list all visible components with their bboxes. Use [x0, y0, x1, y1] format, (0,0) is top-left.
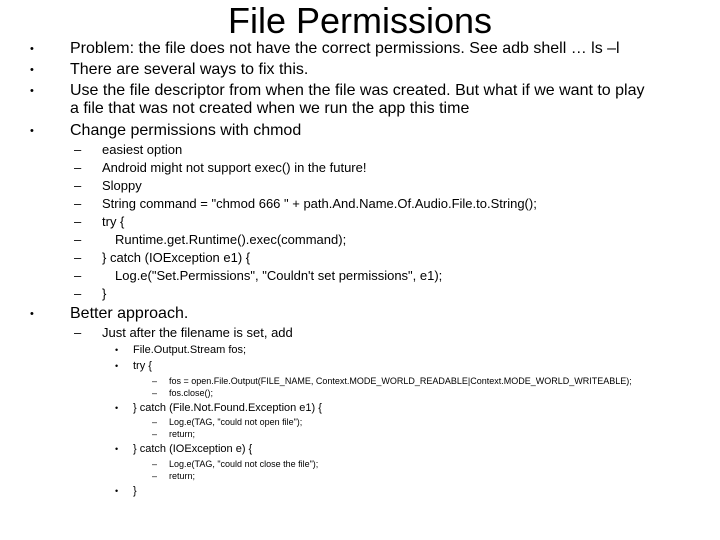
dash-marker: –	[74, 214, 82, 229]
sub-item: Android might not support exec() in the future!	[102, 160, 367, 175]
code-line: fos = open.File.Output(FILE_NAME, Context.MODE_WORLD_READABLE|Context.MODE_WORLD_WRITEABLE);	[169, 376, 632, 386]
dash-marker: –	[74, 142, 82, 157]
dash-marker: –	[74, 178, 82, 193]
code-line: return;	[169, 429, 196, 439]
bullet-marker: •	[30, 64, 34, 76]
bullet-text: Change permissions with chmod	[70, 122, 302, 139]
bullet-marker: •	[30, 308, 34, 320]
code-line: Log.e(TAG, "could not close the file");	[169, 459, 319, 469]
code-line: }	[133, 485, 137, 497]
small-bullet-marker: •	[115, 403, 119, 413]
code-line: Log.e(TAG, "could not open file");	[169, 417, 303, 427]
code-line: }	[102, 286, 107, 301]
bullet-text-continuation: a file that was not created when we run the app this time	[70, 100, 470, 117]
slide-title: File Permissions	[227, 0, 493, 41]
code-line: } catch (IOException e1) {	[102, 250, 251, 265]
bullet-marker: •	[30, 43, 34, 55]
dash-marker: –	[152, 376, 158, 386]
code-line: Runtime.get.Runtime().exec(command);	[115, 232, 347, 247]
small-bullet-marker: •	[115, 345, 119, 355]
bullet-text: Problem: the file does not have the correct permissions. See adb shell … ls –l	[70, 40, 620, 57]
bullet-text: There are several ways to fix this.	[70, 61, 309, 78]
code-line: } catch (IOException e) {	[133, 443, 253, 455]
code-line: try {	[133, 360, 152, 372]
dash-marker: –	[74, 325, 82, 340]
dash-marker: –	[152, 459, 158, 469]
code-line: fos.close();	[169, 388, 214, 398]
small-bullet-marker: •	[115, 486, 119, 496]
code-line: } catch (File.Not.Found.Exception e1) {	[133, 402, 322, 414]
dash-marker: –	[74, 250, 82, 265]
dash-marker: –	[74, 196, 82, 211]
code-line: File.Output.Stream fos;	[133, 344, 247, 356]
bullet-marker: •	[30, 85, 34, 97]
dash-marker: –	[74, 268, 82, 283]
dash-marker: –	[74, 286, 82, 301]
code-line: try {	[102, 214, 125, 229]
sub-item: Sloppy	[102, 178, 142, 193]
sub-item: Just after the filename is set, add	[102, 325, 293, 340]
small-bullet-marker: •	[115, 361, 119, 371]
bullet-text: Better approach.	[70, 305, 189, 322]
small-bullet-marker: •	[115, 444, 119, 454]
dash-marker: –	[152, 417, 158, 427]
dash-marker: –	[74, 160, 82, 175]
dash-marker: –	[152, 429, 158, 439]
bullet-marker: •	[30, 125, 34, 137]
dash-marker: –	[152, 388, 158, 398]
dash-marker: –	[74, 232, 82, 247]
code-line: String command = "chmod 666 " + path.And.Name.Of.Audio.File.to.String();	[102, 196, 537, 211]
sub-item: easiest option	[102, 142, 183, 157]
dash-marker: –	[152, 471, 158, 481]
bullet-text: Use the file descriptor from when the file was created. But what if we want to play	[70, 82, 645, 99]
code-line: return;	[169, 471, 196, 481]
code-line: Log.e("Set.Permissions", "Couldn't set permissions", e1);	[115, 268, 443, 283]
